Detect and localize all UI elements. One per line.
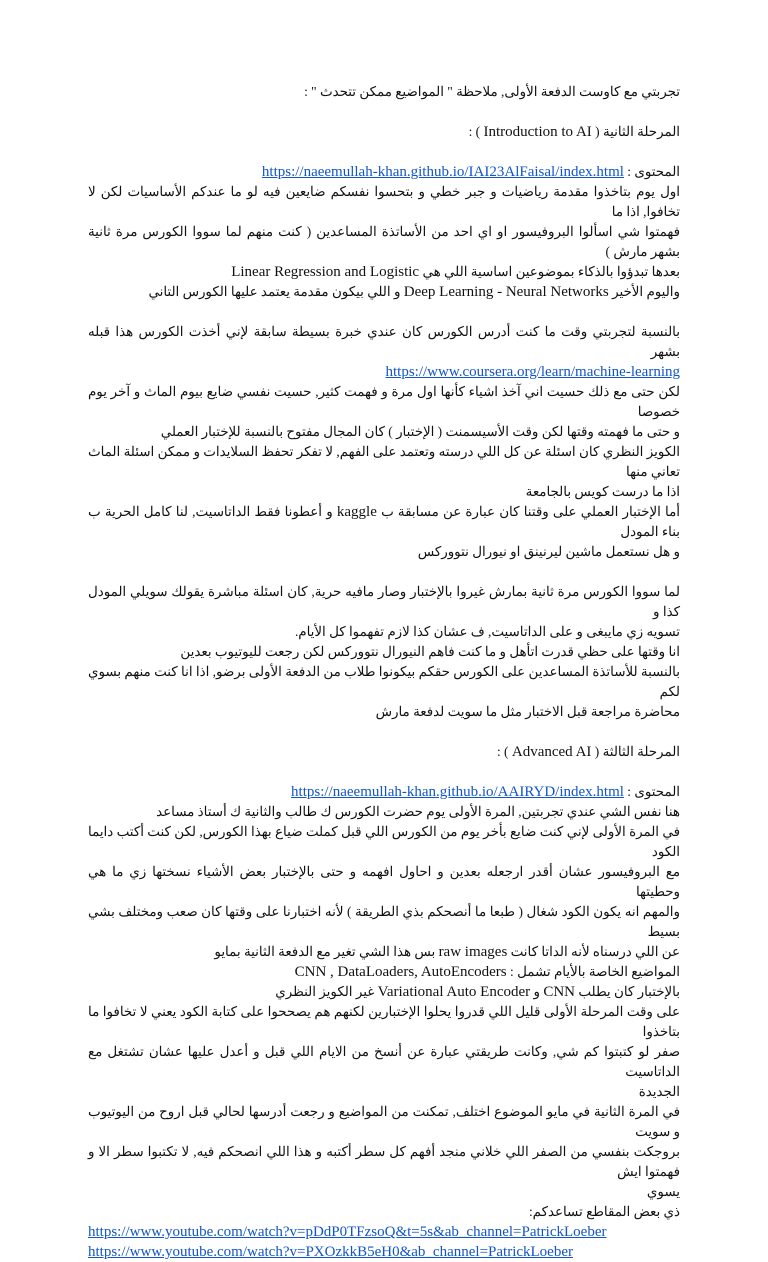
paragraph-line [88,942,680,962]
stage2-heading-label: المرحلة الثانية ( [595,124,680,139]
blank-line [88,562,680,582]
paragraph-line: و حتى ما فهمته وقتها لكن وقت الأسيسمنت ( الإختبار ) كان المجال مفتوح بالنسبة للإختبار العملي [160,424,680,439]
paragraph-line: اذا ما درست كويس بالجامعة [525,484,680,499]
term-deep-learning: Deep Learning - Neural Networks [403,284,609,300]
paragraph-line: الكويز النظري كان اسئلة عن كل اللي درسته وتعتمد على الفهم, لا تفكر تحفظ السلايدات و ممكن اسئلة الماث تعاني منها [88,444,680,479]
text-segment: أما الإختبار العملي على وقتنا كان عبارة عن مسابقة ب [381,504,680,519]
stage3-heading-label: المرحلة الثالثة ( [594,744,680,759]
paragraph-line: فهمتوا شي اسألوا البروفيسور او اي احد من الأساتذة المساعدين ( كنت منهم لما سووا الكورس مرة ثانية بشهر مارش ) [88,224,680,259]
term-topics: CNN , DataLoaders, AutoEncoders [294,964,507,980]
text-segment: و [533,984,540,999]
blank-line [88,762,680,782]
paragraph-line: الجديدة [638,1084,680,1099]
paragraph-line: على وقت المرحلة الأولى قليل اللي قدروا يحلوا الإختبارين لكنهم هم يصححوا على كتابة الكود يعني لا تخافوا ما بتاخذوا [88,1004,680,1039]
text-segment: و اللي بيكون مقدمة يعتمد عليها الكورس التاني [148,284,401,299]
stage2-heading-end: ) : [468,124,481,139]
blank-line [88,102,680,122]
text-segment: واليوم الأخير [612,284,680,299]
term-raw-images: raw images [438,944,508,960]
text-segment: و أعطونا فقط الداتاسيت, لنا كامل الحرية ب بناء المودل [88,504,680,539]
paragraph-line: بالنسبة للأساتذة المساعدين على الكورس حقكم بيكونوا طلاب من الدفعة الأولى برضو, اذا انا كنت منهم بسوي لكم [88,664,680,699]
term-vae: Variational Auto Encoder [377,984,531,1000]
stage2-heading [88,122,680,142]
text-segment: المواضيع الخاصة بالأيام تشمل : [510,964,680,979]
paragraph-line: مع البروفيسور عشان أقدر ارجعله بعدين و احاول افهمه و حتى بالإختبار بعض الأشياء نسختها زي ما هي وحطيتها [88,864,680,899]
text-segment: بالإختبار كان يطلب [578,984,680,999]
youtube-link-2[interactable]: https://www.youtube.com/watch?v=PXOzkkB5eH0&ab_channel=PatrickLoeber [88,1244,573,1260]
blank-line [88,722,680,742]
stage2-content-link[interactable]: https://naeemullah-khan.github.io/IAI23AlFaisal/index.html [261,164,624,180]
paragraph-line [88,262,680,282]
paragraph-line: انا وقتها على حظي قدرت اتأهل و ما كنت فاهم النيورال نتوورکس لكن رجعت لليوتيوب بعدين [180,644,680,659]
text-segment: بعدها تبدؤوا بالذكاء بموضوعين اساسية اللي هي [422,264,680,279]
youtube-line [88,1222,680,1242]
stage3-content-link[interactable]: https://naeemullah-khan.github.io/AAIRYD/index.html [291,784,624,800]
paragraph-line: هنا نفس الشي عندي تجربتين, المرة الأولى يوم حضرت الكورس ك طالب والثانية ك أستاذ مساعد [156,804,680,819]
paragraph-line: و هل نستعمل ماشين ليرنينق او نيورال نتوورکس [417,544,680,559]
paragraph-line: ذي بعض المقاطع تساعدكم: [528,1204,680,1219]
paragraph-line: والمهم انه يكون الكود شغال ( طبعا ما أنصحكم بذي الطريقة ) لأنه اختبارنا على وقتها كان صعب ومختلف بشي بسيط [88,904,680,939]
paragraph-line [88,362,680,382]
term-kaggle: kaggle [336,504,377,520]
stage3-heading-end: ) : [496,744,509,759]
stage3-heading-title: Advanced AI [511,744,592,760]
text-segment: بس هذا الشي تغير مع الدفعة الثانية بمايو [214,944,436,959]
youtube-link-1[interactable]: https://www.youtube.com/watch?v=pDdP0TFzsoQ&t=5s&ab_channel=PatrickLoeber [88,1224,607,1240]
stage3-content-line [88,782,680,802]
text-segment: عن اللي درسناه لأنه الداتا كانت [510,944,680,959]
paragraph-line: في المرة الثانية في مايو الموضوع اختلف, تمكنت من المواضيع و رجعت أدرسها لحالي قبل اروح من اليوتيوب و سويت [88,1104,680,1139]
document-page [88,82,680,1262]
paragraph-line [88,282,680,302]
paragraph-line [88,962,680,982]
paragraph-line [88,502,680,542]
paragraph-line: اول يوم بتاخذوا مقدمة رياضيات و جبر خطي و بتحسوا نفسكم ضايعين فيه لو ما عندكم الأساسيات لكن لا تخافوا, اذا ما [88,184,680,219]
paragraph-line: صفر لو كتبتوا كم شي, وكانت طريقتي عبارة عن أنسخ من الايام اللي قبل و أعدل عليها عشان تشتغل مع الداتاسيت [88,1044,680,1079]
term-cnn: CNN [543,984,575,1000]
term-linear-regression: Linear Regression and Logistic [231,264,420,280]
paragraph-line: تسويه زي مايبغى و على الداتاسيت, ف عشان كذا لازم تفهموا كل الأيام. [294,624,680,639]
coursera-link[interactable]: https://www.coursera.org/learn/machine-learning [385,364,680,380]
paragraph-line: بالنسبة لتجربتي وقت ما كنت أدرس الكورس كان عندي خبرة بسيطة سابقة لإني أخذت الكورس هذا قبله بشهر [88,324,680,359]
paragraph-line: يسوي [646,1184,680,1199]
stage2-content-line [88,162,680,182]
stage2-heading-title: Introduction to AI [483,124,592,140]
blank-line [88,302,680,322]
youtube-line [88,1242,680,1262]
paragraph-line [88,982,680,1002]
paragraph-line: محاضرة مراجعة قبل الاختبار مثل ما سويت لدفعة مارش [375,704,680,719]
intro-line: تجربتي مع كاوست الدفعة الأولى, ملاحظة " المواضيع ممكن تتحدث " : [304,84,680,99]
text-segment: غير الكويز النظري [275,984,375,999]
paragraph-line: لما سووا الكورس مرة ثانية بمارش غيروا بالإختبار وصار مافيه حرية, كان اسئلة مباشرة يقولك سويلي المودل كذا و [88,584,680,619]
paragraph-line: لكن حتى مع ذلك حسيت اني آخذ اشياء كأنها اول مرة و فهمت كثير, حسيت نفسي ضايع بيوم الماث و آخر يوم خصوصا [88,384,680,419]
blank-line [88,142,680,162]
paragraph-line: بروجكت بنفسي من الصفر اللي خلاني منجد أفهم كل سطر أكتبه و هذا اللي انصحكم فيه, لا تكتبوا سطر الا و فهمتوا ايش [88,1144,680,1179]
paragraph-line: في المرة الأولى لإني كنت ضايع بأخر يوم من الكورس اللي قبل كملت ضياع بهذا الكورس, لكن كنت أكتب دايما الكود [88,824,680,859]
content-label: المحتوى : [627,164,680,179]
content-label: المحتوى : [627,784,680,799]
stage3-heading [88,742,680,762]
